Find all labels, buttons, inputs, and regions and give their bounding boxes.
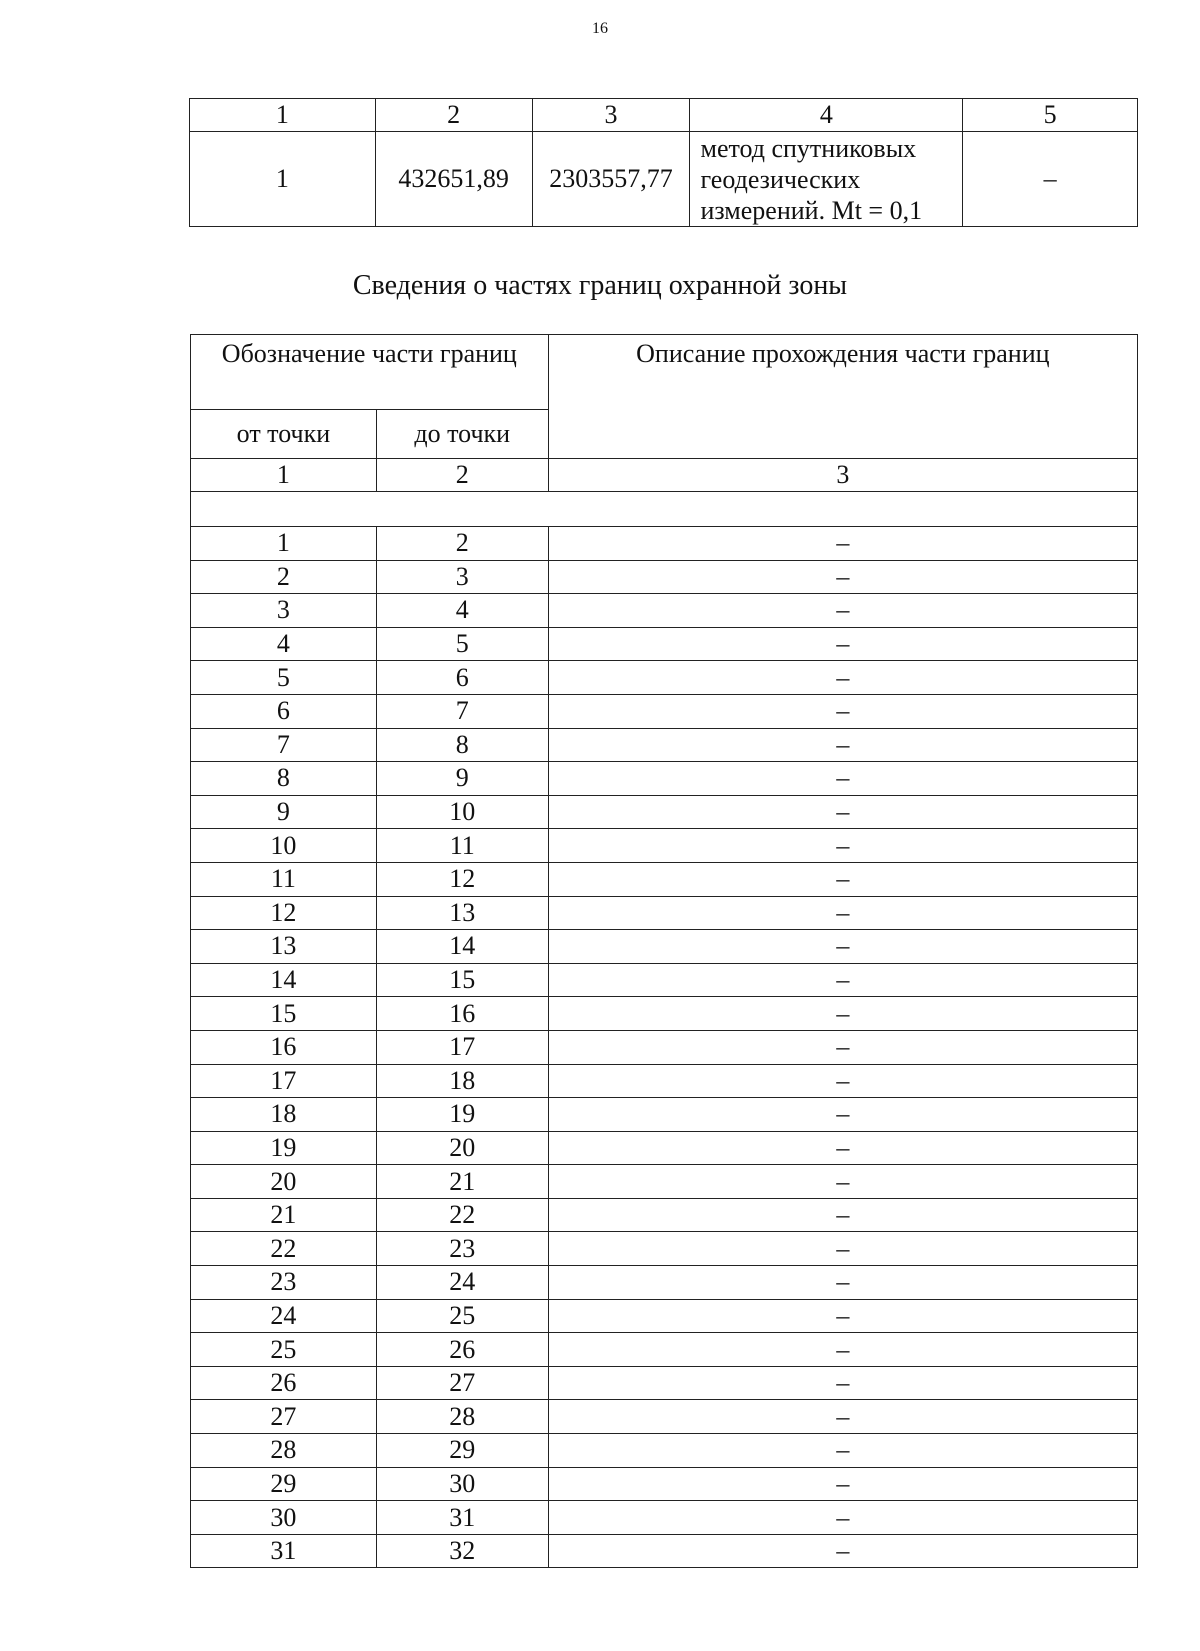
- description-cell: –: [548, 1266, 1137, 1300]
- from-point-cell: 17: [191, 1064, 377, 1098]
- header-description: Описание прохождения части границ: [548, 335, 1137, 459]
- table-row: [191, 594, 1138, 628]
- table-row: [191, 1266, 1138, 1300]
- blank-row: [191, 492, 1138, 527]
- coords-data-row: [190, 132, 1138, 227]
- column-numbers-row: [191, 459, 1138, 492]
- header-designation: Обозначение части границ: [191, 335, 549, 410]
- to-point-cell: 2: [376, 527, 548, 561]
- description-cell: –: [548, 527, 1137, 561]
- description-cell: –: [548, 1534, 1137, 1568]
- y-coordinate-cell: 2303557,77: [532, 132, 690, 227]
- table-row: [191, 1501, 1138, 1535]
- table-row: [191, 527, 1138, 561]
- method-line: измерений. Mt = 0,1: [700, 195, 923, 225]
- table-row: [191, 661, 1138, 695]
- from-point-cell: 30: [191, 1501, 377, 1535]
- to-point-cell: 15: [376, 963, 548, 997]
- to-point-cell: 32: [376, 1534, 548, 1568]
- blank-cell: [191, 492, 1138, 527]
- header-to: до точки: [376, 410, 548, 459]
- method-cell: [690, 132, 963, 227]
- to-point-cell: 7: [376, 694, 548, 728]
- to-point-cell: 20: [376, 1131, 548, 1165]
- to-point-cell: 13: [376, 896, 548, 930]
- from-point-cell: 10: [191, 829, 377, 863]
- from-point-cell: 3: [191, 594, 377, 628]
- table-row: [191, 963, 1138, 997]
- from-point-cell: 16: [191, 1030, 377, 1064]
- table-row: [191, 1299, 1138, 1333]
- table-row: [191, 627, 1138, 661]
- table-row: [191, 1467, 1138, 1501]
- to-point-cell: 14: [376, 930, 548, 964]
- method-line: геодезических: [700, 164, 861, 194]
- description-cell: –: [548, 997, 1137, 1031]
- to-point-cell: 26: [376, 1333, 548, 1367]
- header-from: от точки: [191, 410, 377, 459]
- from-point-cell: 22: [191, 1232, 377, 1266]
- table-row: [191, 1366, 1138, 1400]
- table-row: [191, 1534, 1138, 1568]
- table-row: [191, 795, 1138, 829]
- table-row: [191, 694, 1138, 728]
- table-row: [191, 930, 1138, 964]
- to-point-cell: 28: [376, 1400, 548, 1434]
- column-number-cell: 1: [191, 459, 377, 492]
- description-cell: –: [548, 1198, 1137, 1232]
- table-row: [191, 1030, 1138, 1064]
- table-row: [191, 1098, 1138, 1132]
- from-point-cell: 15: [191, 997, 377, 1031]
- from-point-cell: 11: [191, 862, 377, 896]
- from-point-cell: 31: [191, 1534, 377, 1568]
- from-point-cell: 13: [191, 930, 377, 964]
- description-cell: –: [548, 1501, 1137, 1535]
- table-row: [191, 997, 1138, 1031]
- to-point-cell: 27: [376, 1366, 548, 1400]
- to-point-cell: 12: [376, 862, 548, 896]
- to-point-cell: 22: [376, 1198, 548, 1232]
- to-point-cell: 8: [376, 728, 548, 762]
- from-point-cell: 23: [191, 1266, 377, 1300]
- point-number-cell: 1: [190, 132, 376, 227]
- description-cell: –: [548, 728, 1137, 762]
- to-point-cell: 6: [376, 661, 548, 695]
- coords-header-row: [190, 99, 1138, 132]
- from-point-cell: 9: [191, 795, 377, 829]
- description-cell: –: [548, 627, 1137, 661]
- description-cell: –: [548, 694, 1137, 728]
- description-cell: –: [548, 560, 1137, 594]
- to-point-cell: 10: [376, 795, 548, 829]
- table-row: [191, 762, 1138, 796]
- to-point-cell: 29: [376, 1434, 548, 1468]
- description-cell: –: [548, 896, 1137, 930]
- from-point-cell: 8: [191, 762, 377, 796]
- description-cell: –: [548, 1232, 1137, 1266]
- from-point-cell: 6: [191, 694, 377, 728]
- description-cell: –: [548, 762, 1137, 796]
- table-row: [191, 1064, 1138, 1098]
- from-point-cell: 14: [191, 963, 377, 997]
- description-cell: –: [548, 1333, 1137, 1367]
- method-line: метод спутниковых: [700, 133, 917, 163]
- boundary-parts-table: [190, 334, 1138, 1568]
- coords-header-cell: 2: [375, 99, 532, 132]
- to-point-cell: 16: [376, 997, 548, 1031]
- description-cell: –: [548, 795, 1137, 829]
- from-point-cell: 29: [191, 1467, 377, 1501]
- table-row: [191, 896, 1138, 930]
- description-cell: –: [548, 1030, 1137, 1064]
- description-cell: –: [548, 1400, 1137, 1434]
- to-point-cell: 3: [376, 560, 548, 594]
- to-point-cell: 18: [376, 1064, 548, 1098]
- table-row: [191, 560, 1138, 594]
- to-point-cell: 25: [376, 1299, 548, 1333]
- description-cell: –: [548, 862, 1137, 896]
- from-point-cell: 24: [191, 1299, 377, 1333]
- description-cell: –: [548, 1366, 1137, 1400]
- table-row: [191, 1131, 1138, 1165]
- from-point-cell: 26: [191, 1366, 377, 1400]
- to-point-cell: 21: [376, 1165, 548, 1199]
- section-title: Сведения о частях границ охранной зоны: [352, 270, 848, 301]
- from-point-cell: 21: [191, 1198, 377, 1232]
- description-cell: –: [548, 829, 1137, 863]
- from-point-cell: 2: [191, 560, 377, 594]
- from-point-cell: 28: [191, 1434, 377, 1468]
- parts-body: [191, 527, 1138, 1568]
- to-point-cell: 23: [376, 1232, 548, 1266]
- coords-header-cell: 4: [690, 99, 963, 132]
- coordinates-table: [189, 98, 1138, 227]
- description-cell: –: [548, 1098, 1137, 1132]
- coords-header-cell: 3: [532, 99, 690, 132]
- table-row: [191, 1400, 1138, 1434]
- description-cell: –: [548, 1131, 1137, 1165]
- table-row: [191, 1198, 1138, 1232]
- from-point-cell: 20: [191, 1165, 377, 1199]
- from-point-cell: 25: [191, 1333, 377, 1367]
- parts-header-row: [191, 335, 1138, 410]
- column-number-cell: 3: [548, 459, 1137, 492]
- to-point-cell: 4: [376, 594, 548, 628]
- to-point-cell: 11: [376, 829, 548, 863]
- table-row: [191, 1434, 1138, 1468]
- description-cell: –: [548, 1064, 1137, 1098]
- from-point-cell: 5: [191, 661, 377, 695]
- to-point-cell: 9: [376, 762, 548, 796]
- description-cell: –: [548, 1165, 1137, 1199]
- table-row: [191, 728, 1138, 762]
- from-point-cell: 1: [191, 527, 377, 561]
- description-cell: –: [548, 594, 1137, 628]
- from-point-cell: 7: [191, 728, 377, 762]
- description-cell: –: [548, 930, 1137, 964]
- table-row: [191, 862, 1138, 896]
- page-number: 16: [592, 20, 608, 37]
- column-number-cell: 2: [376, 459, 548, 492]
- table-row: [191, 1165, 1138, 1199]
- from-point-cell: 12: [191, 896, 377, 930]
- coords-header-cell: 5: [963, 99, 1138, 132]
- from-point-cell: 18: [191, 1098, 377, 1132]
- table-row: [191, 829, 1138, 863]
- x-coordinate-cell: 432651,89: [375, 132, 532, 227]
- description-cell: –: [548, 963, 1137, 997]
- from-point-cell: 27: [191, 1400, 377, 1434]
- from-point-cell: 4: [191, 627, 377, 661]
- from-point-cell: 19: [191, 1131, 377, 1165]
- to-point-cell: 30: [376, 1467, 548, 1501]
- to-point-cell: 5: [376, 627, 548, 661]
- coords-header-cell: 1: [190, 99, 376, 132]
- table-row: [191, 1333, 1138, 1367]
- description-cell: –: [548, 1434, 1137, 1468]
- description-cell: –: [548, 661, 1137, 695]
- to-point-cell: 19: [376, 1098, 548, 1132]
- to-point-cell: 17: [376, 1030, 548, 1064]
- note-cell: –: [963, 132, 1138, 227]
- description-cell: –: [548, 1299, 1137, 1333]
- to-point-cell: 24: [376, 1266, 548, 1300]
- to-point-cell: 31: [376, 1501, 548, 1535]
- description-cell: –: [548, 1467, 1137, 1501]
- table-row: [191, 1232, 1138, 1266]
